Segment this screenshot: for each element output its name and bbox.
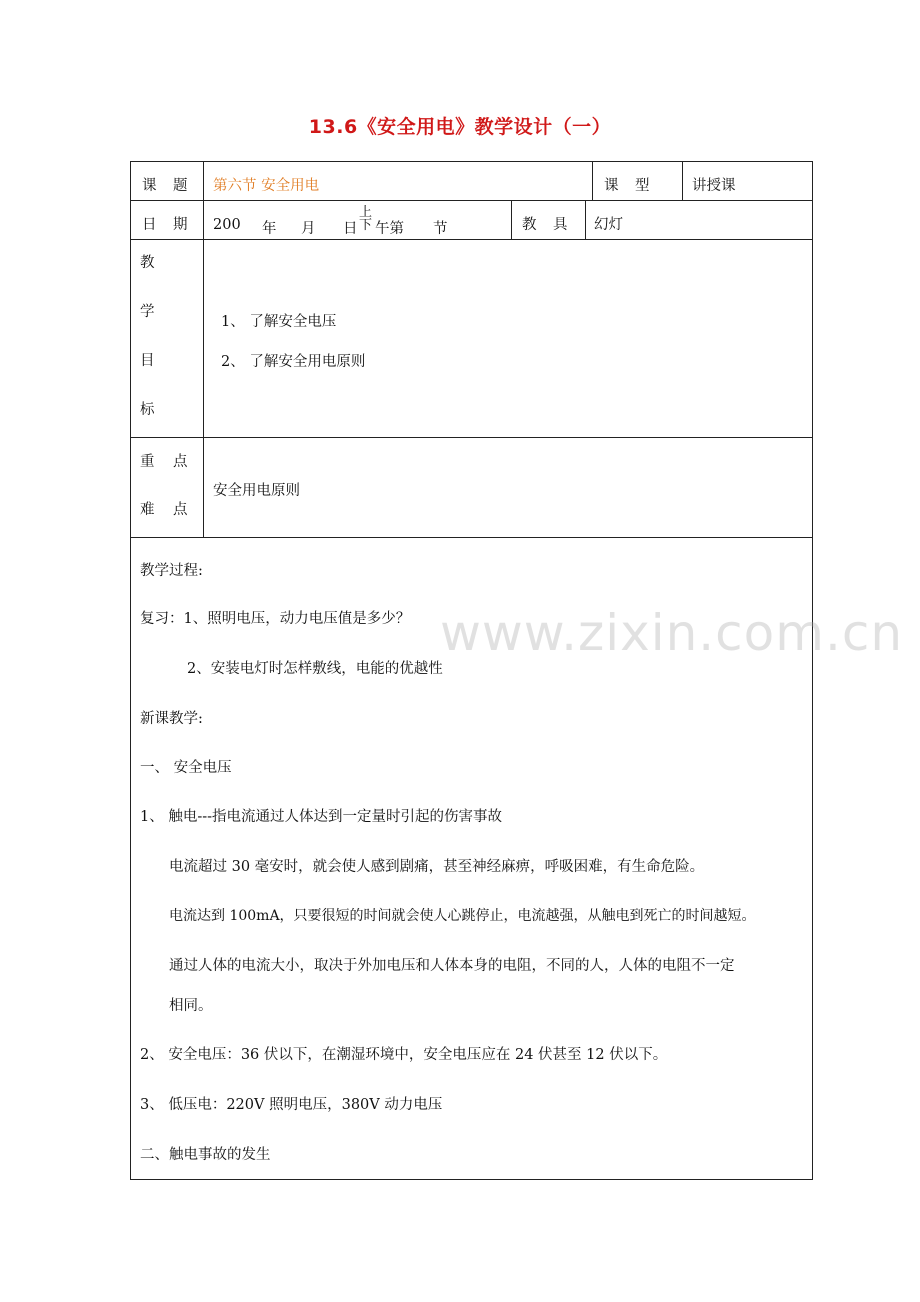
date-label-char: 期	[173, 217, 188, 233]
section-heading: 一、 安全电压	[140, 760, 232, 776]
date-year: 200	[213, 217, 241, 233]
objectives-label-char: 目	[140, 353, 155, 369]
paragraph-line: 电流超过 30 毫安时，就会使人感到剧痛，甚至神经麻痹，呼吸困难，有生命危险。	[169, 859, 705, 875]
watermark: www.zixin.com.cn	[440, 604, 904, 662]
objectives-label-char: 标	[140, 402, 155, 418]
date-day-char: 日	[343, 221, 358, 237]
date-period-suffix: 节	[433, 221, 448, 237]
table-column-divider	[585, 200, 586, 239]
process-heading: 教学过程:	[140, 563, 203, 579]
date-am-char: 上	[359, 205, 373, 220]
lesson-type-label-char: 课	[604, 178, 619, 194]
teaching-aids-label-char: 具	[553, 217, 568, 233]
date-label-char: 日	[142, 217, 157, 233]
review-line: 复习：1、照明电压，动力电压值是多少？	[140, 611, 411, 627]
date-pm-char: 下	[359, 218, 373, 233]
date-month-char: 月	[301, 221, 316, 237]
section-heading: 二、触电事故的发生	[140, 1147, 271, 1163]
table-row-divider	[130, 537, 813, 538]
key-point-label-char: 点	[173, 454, 188, 470]
review-line: 2、安装电灯时怎样敷线，电能的优越性	[187, 661, 443, 677]
teaching-aids-label-char: 教	[522, 217, 537, 233]
paragraph-line: 2、 安全电压：36 伏以下，在潮湿环境中，安全电压应在 24 伏甚至 12 伏以下。	[140, 1047, 668, 1063]
table-row-divider	[130, 200, 813, 201]
subject-label-char: 题	[173, 178, 188, 194]
table-row-divider	[130, 437, 813, 438]
lesson-name: 第六节 安全用电	[213, 178, 320, 194]
table-column-divider	[592, 161, 593, 200]
table-column-divider	[682, 161, 683, 200]
paragraph-line: 电流达到 100mA，只要很短的时间就会使人心跳停止，电流越强，从触电到死亡的时间越短。	[169, 908, 756, 924]
paragraph-line: 3、 低压电：220V 照明电压，380V 动力电压	[140, 1097, 443, 1113]
paragraph-line: 通过人体的电流大小，取决于外加电压和人体本身的电阻，不同的人，人体的电阻不一定	[169, 958, 735, 974]
document-title: 13.6《安全用电》教学设计（一）	[308, 116, 612, 138]
objectives-label-char: 教	[140, 255, 155, 271]
paragraph-line: 1、 触电---指电流通过人体达到一定量时引起的伤害事故	[140, 809, 503, 825]
table-column-divider	[203, 161, 204, 537]
table-column-divider	[511, 200, 512, 239]
lesson-type-value: 讲授课	[692, 178, 736, 194]
difficulty-label-char: 难	[140, 502, 155, 518]
objective-item: 2、 了解安全用电原则	[221, 354, 366, 370]
paragraph-line: 相同。	[169, 998, 213, 1014]
date-period-prefix: 午第	[375, 221, 404, 237]
objective-item: 1、 了解安全电压	[221, 314, 337, 330]
objectives-label-char: 学	[140, 304, 155, 320]
new-lesson-heading: 新课教学:	[140, 711, 203, 727]
subject-label-char: 课	[142, 178, 157, 194]
teaching-aids-value: 幻灯	[594, 217, 623, 233]
key-point-label-char: 重	[140, 454, 155, 470]
difficulty-label-char: 点	[173, 502, 188, 518]
date-year-char: 年	[262, 221, 277, 237]
lesson-type-label-char: 型	[635, 178, 650, 194]
table-row-divider	[130, 239, 813, 240]
key-point-value: 安全用电原则	[213, 483, 300, 499]
